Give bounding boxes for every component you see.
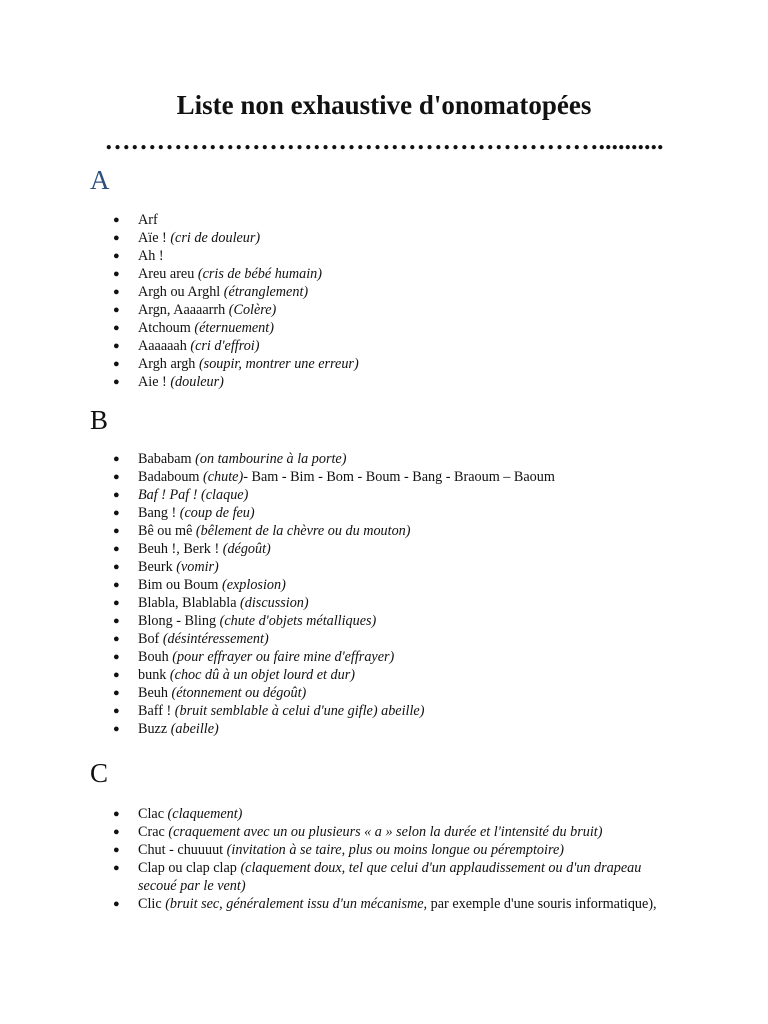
bullet-icon: ● bbox=[113, 808, 120, 820]
list-item bbox=[0, 630, 768, 648]
onomatopoeia-term: Badaboum bbox=[138, 469, 204, 485]
bullet-icon: ● bbox=[113, 214, 120, 226]
onomatopoeia-description: (soupir, montrer une erreur) bbox=[198, 356, 359, 372]
onomatopoeia-term: Clap ou clap clap bbox=[138, 860, 241, 876]
onomatopoeia-description: (craquement avec un ou plusieurs « a » selon la durée et l'intensité du bruit) bbox=[168, 824, 603, 840]
bullet-icon: ● bbox=[113, 826, 120, 838]
list-item bbox=[0, 540, 768, 558]
onomatopoeia-description: Baf ! Paf ! (claque) bbox=[138, 487, 249, 503]
onomatopoeia-term: Argh argh bbox=[138, 356, 199, 372]
onomatopoeia-term: Aaaaaah bbox=[138, 338, 191, 354]
document-title: Liste non exhaustive d'onomatopées bbox=[176, 90, 592, 120]
onomatopoeia-description: (dégoût) bbox=[222, 541, 271, 557]
bullet-icon: ● bbox=[113, 322, 120, 334]
onomatopoeia-extra: par exemple d'une souris informatique), bbox=[427, 896, 657, 912]
list-item bbox=[0, 355, 768, 373]
section-list-a bbox=[0, 211, 768, 391]
onomatopoeia-term: Clac bbox=[138, 806, 168, 822]
bullet-icon: ● bbox=[113, 358, 120, 370]
onomatopoeia-term: Beurk bbox=[138, 559, 177, 575]
bullet-icon: ● bbox=[113, 579, 120, 591]
onomatopoeia-description: (désintéressement) bbox=[162, 631, 269, 647]
list-item bbox=[0, 283, 768, 301]
onomatopoeia-description: (pour effrayer ou faire mine d'effrayer) bbox=[172, 649, 395, 665]
onomatopoeia-description: (bruit semblable à celui d'une gifle) abeille) bbox=[174, 703, 425, 719]
list-item bbox=[0, 558, 768, 576]
onomatopoeia-term: Baff ! bbox=[138, 703, 175, 719]
onomatopoeia-description: (abeille) bbox=[170, 721, 219, 737]
list-item bbox=[0, 229, 768, 247]
onomatopoeia-description: (explosion) bbox=[221, 577, 286, 593]
onomatopoeia-term: Bim ou Boum bbox=[138, 577, 222, 593]
bullet-icon: ● bbox=[113, 705, 120, 717]
list-item bbox=[0, 319, 768, 337]
onomatopoeia-term: Beuh !, Berk ! bbox=[138, 541, 223, 557]
bullet-icon: ● bbox=[113, 723, 120, 735]
bullet-icon: ● bbox=[113, 489, 120, 501]
list-item bbox=[0, 576, 768, 594]
onomatopoeia-description: (cri d'effroi) bbox=[190, 338, 260, 354]
onomatopoeia-description: (choc dû à un objet lourd et dur) bbox=[169, 667, 355, 683]
bullet-icon: ● bbox=[113, 862, 120, 874]
onomatopoeia-term: Chut - chuuuut bbox=[138, 842, 227, 858]
onomatopoeia-description: (éternuement) bbox=[194, 320, 274, 336]
onomatopoeia-term: Areu areu bbox=[138, 266, 198, 282]
onomatopoeia-term: bunk bbox=[138, 667, 170, 683]
onomatopoeia-description: (chute d'objets métalliques) bbox=[219, 613, 377, 629]
bullet-icon: ● bbox=[113, 340, 120, 352]
list-item bbox=[0, 373, 768, 391]
onomatopoeia-description: (Colère) bbox=[228, 302, 277, 318]
onomatopoeia-term: Bouh bbox=[138, 649, 173, 665]
onomatopoeia-description: (étonnement ou dégoût) bbox=[171, 685, 307, 701]
onomatopoeia-description: (discussion) bbox=[240, 595, 309, 611]
onomatopoeia-term: Arf bbox=[138, 212, 158, 228]
section-heading-a: A bbox=[90, 165, 110, 195]
list-item bbox=[0, 648, 768, 666]
section-list-c bbox=[0, 805, 768, 913]
onomatopoeia-term: Aïe ! bbox=[138, 230, 171, 246]
onomatopoeia-description: (coup de feu) bbox=[179, 505, 255, 521]
onomatopoeia-term: Argn, Aaaaarrh bbox=[138, 302, 229, 318]
onomatopoeia-description: (bruit sec, généralement issu d'un mécanisme, bbox=[165, 896, 428, 912]
list-item bbox=[0, 247, 768, 265]
bullet-icon: ● bbox=[113, 250, 120, 262]
onomatopoeia-description: (bêlement de la chèvre ou du mouton) bbox=[195, 523, 411, 539]
bullet-icon: ● bbox=[113, 525, 120, 537]
bullet-icon: ● bbox=[113, 561, 120, 573]
onomatopoeia-term: Bang ! bbox=[138, 505, 180, 521]
bullet-icon: ● bbox=[113, 268, 120, 280]
list-item bbox=[0, 504, 768, 522]
onomatopoeia-term: Crac bbox=[138, 824, 169, 840]
list-item bbox=[0, 702, 768, 720]
list-item bbox=[0, 720, 768, 738]
list-item bbox=[0, 859, 768, 895]
onomatopoeia-term: Bababam bbox=[138, 451, 196, 467]
onomatopoeia-term: Atchoum bbox=[138, 320, 195, 336]
onomatopoeia-description: (vomir) bbox=[176, 559, 219, 575]
onomatopoeia-term: Bê ou mê bbox=[138, 523, 196, 539]
bullet-icon: ● bbox=[113, 376, 120, 388]
list-item bbox=[0, 301, 768, 319]
onomatopoeia-description: (invitation à se taire, plus ou moins longue ou péremptoire) bbox=[226, 842, 564, 858]
list-item bbox=[0, 337, 768, 355]
onomatopoeia-term: Buzz bbox=[138, 721, 171, 737]
onomatopoeia-description: (étranglement) bbox=[223, 284, 309, 300]
list-item bbox=[0, 265, 768, 283]
bullet-icon: ● bbox=[113, 543, 120, 555]
onomatopoeia-term: Clic bbox=[138, 896, 166, 912]
onomatopoeia-term: Ah ! bbox=[138, 248, 164, 264]
list-item bbox=[0, 211, 768, 229]
list-item bbox=[0, 823, 768, 841]
bullet-icon: ● bbox=[113, 651, 120, 663]
onomatopoeia-term: Bof bbox=[138, 631, 163, 647]
title-separator: ………………………………………………….......... bbox=[104, 126, 664, 155]
onomatopoeia-description: (claquement doux, tel que celui d'un applaudissement ou d'un drapeau secoué par le vent) bbox=[138, 860, 642, 894]
onomatopoeia-extra: - Bam - Bim - Bom - Boum - Bang - Braoum – Baoum bbox=[243, 469, 555, 485]
onomatopoeia-description: (on tambourine à la porte) bbox=[195, 451, 347, 467]
onomatopoeia-description: (chute) bbox=[203, 469, 244, 485]
bullet-icon: ● bbox=[113, 687, 120, 699]
list-item bbox=[0, 684, 768, 702]
section-list-b bbox=[0, 450, 768, 738]
bullet-icon: ● bbox=[113, 286, 120, 298]
section-heading-b: B bbox=[90, 405, 109, 435]
onomatopoeia-term: Blong - Bling bbox=[138, 613, 220, 629]
onomatopoeia-term: Aie ! bbox=[138, 374, 171, 390]
list-item bbox=[0, 522, 768, 540]
onomatopoeia-description: (douleur) bbox=[170, 374, 224, 390]
list-item bbox=[0, 594, 768, 612]
bullet-icon: ● bbox=[113, 232, 120, 244]
list-item bbox=[0, 486, 768, 504]
bullet-icon: ● bbox=[113, 471, 120, 483]
list-item bbox=[0, 805, 768, 823]
onomatopoeia-description: (claquement) bbox=[167, 806, 243, 822]
bullet-icon: ● bbox=[113, 615, 120, 627]
bullet-icon: ● bbox=[113, 669, 120, 681]
onomatopoeia-description: (cri de douleur) bbox=[170, 230, 261, 246]
bullet-icon: ● bbox=[113, 453, 120, 465]
bullet-icon: ● bbox=[113, 507, 120, 519]
list-item bbox=[0, 666, 768, 684]
list-item bbox=[0, 895, 768, 913]
onomatopoeia-term: Beuh bbox=[138, 685, 172, 701]
list-item bbox=[0, 612, 768, 630]
onomatopoeia-term: Argh ou Arghl bbox=[138, 284, 224, 300]
bullet-icon: ● bbox=[113, 304, 120, 316]
bullet-icon: ● bbox=[113, 597, 120, 609]
section-heading-c: C bbox=[90, 758, 109, 788]
bullet-icon: ● bbox=[113, 898, 120, 910]
list-item bbox=[0, 450, 768, 468]
list-item bbox=[0, 841, 768, 859]
bullet-icon: ● bbox=[113, 844, 120, 856]
bullet-icon: ● bbox=[113, 633, 120, 645]
onomatopoeia-description: (cris de bébé humain) bbox=[197, 266, 322, 282]
list-item bbox=[0, 468, 768, 486]
onomatopoeia-term: Blabla, Blablabla bbox=[138, 595, 241, 611]
